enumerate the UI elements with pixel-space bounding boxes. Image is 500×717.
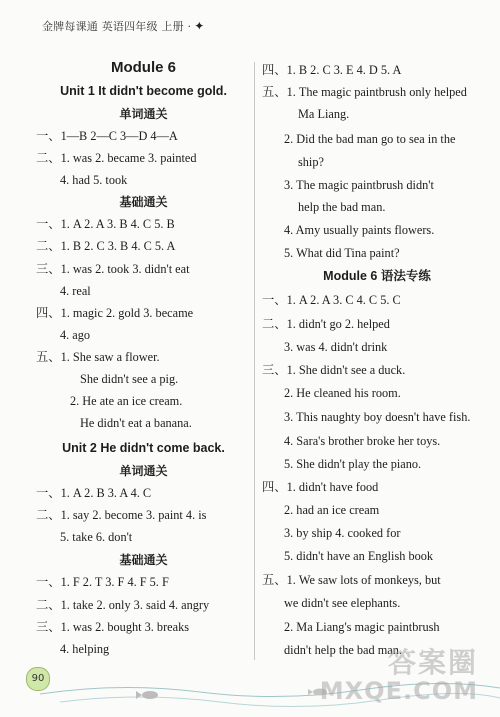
answer-line: 三、1. was 2. bought 3. breaks bbox=[36, 620, 190, 634]
page-number: 90 bbox=[26, 667, 50, 691]
answer-line: 3. by ship 4. cooked for bbox=[284, 526, 401, 540]
answer-line: 二、1. was 2. became 3. painted bbox=[36, 151, 197, 165]
watermark-url: MXQE.COM bbox=[319, 677, 478, 705]
answer-line: She didn't see a pig. bbox=[80, 372, 179, 386]
answer-line: 4. Sara's brother broke her toys. bbox=[284, 434, 441, 448]
answer-line: 四、1. B 2. C 3. E 4. D 5. A bbox=[262, 63, 402, 77]
answer-line: 一、1—B 2—C 3—D 4—A bbox=[36, 129, 178, 143]
answer-line: 4. ago bbox=[60, 328, 91, 342]
answer-line: 5. didn't have an English book bbox=[284, 549, 434, 563]
answer-line: 5. She didn't play the piano. bbox=[284, 457, 422, 471]
answer-line: 4. helping bbox=[60, 642, 110, 656]
answer-line: 五、1. She saw a flower. bbox=[36, 350, 160, 364]
unit2-title: Unit 2 He didn't come back. bbox=[62, 441, 225, 455]
answer-line: didn't help the bad man. bbox=[284, 643, 402, 657]
answer-line: 四、1. magic 2. gold 3. became bbox=[36, 306, 194, 320]
answer-line: help the bad man. bbox=[298, 200, 386, 214]
answer-line: 一、1. A 2. B 3. A 4. C bbox=[36, 486, 152, 500]
section-words: 单词通关 bbox=[119, 107, 168, 121]
section-basic: 基础通关 bbox=[119, 553, 168, 567]
answer-line: 二、1. didn't go 2. helped bbox=[262, 317, 390, 331]
answer-line: 5. What did Tina paint? bbox=[284, 246, 400, 260]
answer-line: Ma Liang. bbox=[298, 107, 350, 121]
book-header bbox=[42, 18, 204, 34]
header-text: 金牌每课通 英语四年级 上册 · bbox=[42, 20, 192, 33]
answer-line: 5. take 6. don't bbox=[60, 530, 133, 544]
answer-line: 三、1. She didn't see a duck. bbox=[262, 363, 406, 377]
answer-line: 一、1. F 2. T 3. F 4. F 5. F bbox=[36, 575, 169, 589]
column-divider bbox=[254, 62, 255, 660]
answer-line: 2. had an ice cream bbox=[284, 503, 380, 517]
watermark bbox=[320, 641, 478, 705]
answer-line: 4. real bbox=[60, 284, 91, 298]
answer-line: 一、1. A 2. A 3. C 4. C 5. C bbox=[262, 293, 401, 307]
answer-line: 二、1. say 2. become 3. paint 4. is bbox=[36, 508, 207, 522]
answer-line: 4. Amy usually paints flowers. bbox=[284, 223, 435, 237]
section-basic: 基础通关 bbox=[119, 195, 168, 209]
answer-line: 3. This naughty boy doesn't have fish. bbox=[284, 410, 471, 424]
answer-line: 4. had 5. took bbox=[60, 173, 128, 187]
star-icon: ✦ bbox=[194, 19, 205, 33]
answer-line: He didn't eat a banana. bbox=[80, 416, 192, 430]
answer-line: 2. He cleaned his room. bbox=[284, 386, 401, 400]
answer-line: 二、1. B 2. C 3. B 4. C 5. A bbox=[36, 239, 176, 253]
answer-line: 2. Ma Liang's magic paintbrush bbox=[284, 620, 440, 634]
answer-line: 2. He ate an ice cream. bbox=[70, 394, 183, 408]
answer-line: ship? bbox=[298, 155, 324, 169]
watermark-logo: 答案圈 bbox=[387, 646, 478, 679]
answer-line: 2. Did the bad man go to sea in the bbox=[284, 132, 456, 146]
section-words: 单词通关 bbox=[119, 464, 168, 478]
answer-line: we didn't see elephants. bbox=[284, 596, 401, 610]
module-title: Module 6 bbox=[110, 59, 176, 76]
answer-line: 四、1. didn't have food bbox=[262, 480, 379, 494]
answer-line: 三、1. was 2. took 3. didn't eat bbox=[36, 262, 190, 276]
answer-line: 五、1. The magic paintbrush only helped bbox=[262, 85, 467, 99]
answer-line: 3. was 4. didn't drink bbox=[284, 340, 388, 354]
grammar-title: Module 6 语法专练 bbox=[323, 269, 431, 283]
answer-line: 二、1. take 2. only 3. said 4. angry bbox=[36, 598, 210, 612]
unit1-title: Unit 1 It didn't become gold. bbox=[60, 84, 227, 98]
answer-line: 一、1. A 2. A 3. B 4. C 5. B bbox=[36, 217, 175, 231]
answer-line: 3. The magic paintbrush didn't bbox=[284, 178, 434, 192]
answer-line: 五、1. We saw lots of monkeys, but bbox=[262, 573, 441, 587]
